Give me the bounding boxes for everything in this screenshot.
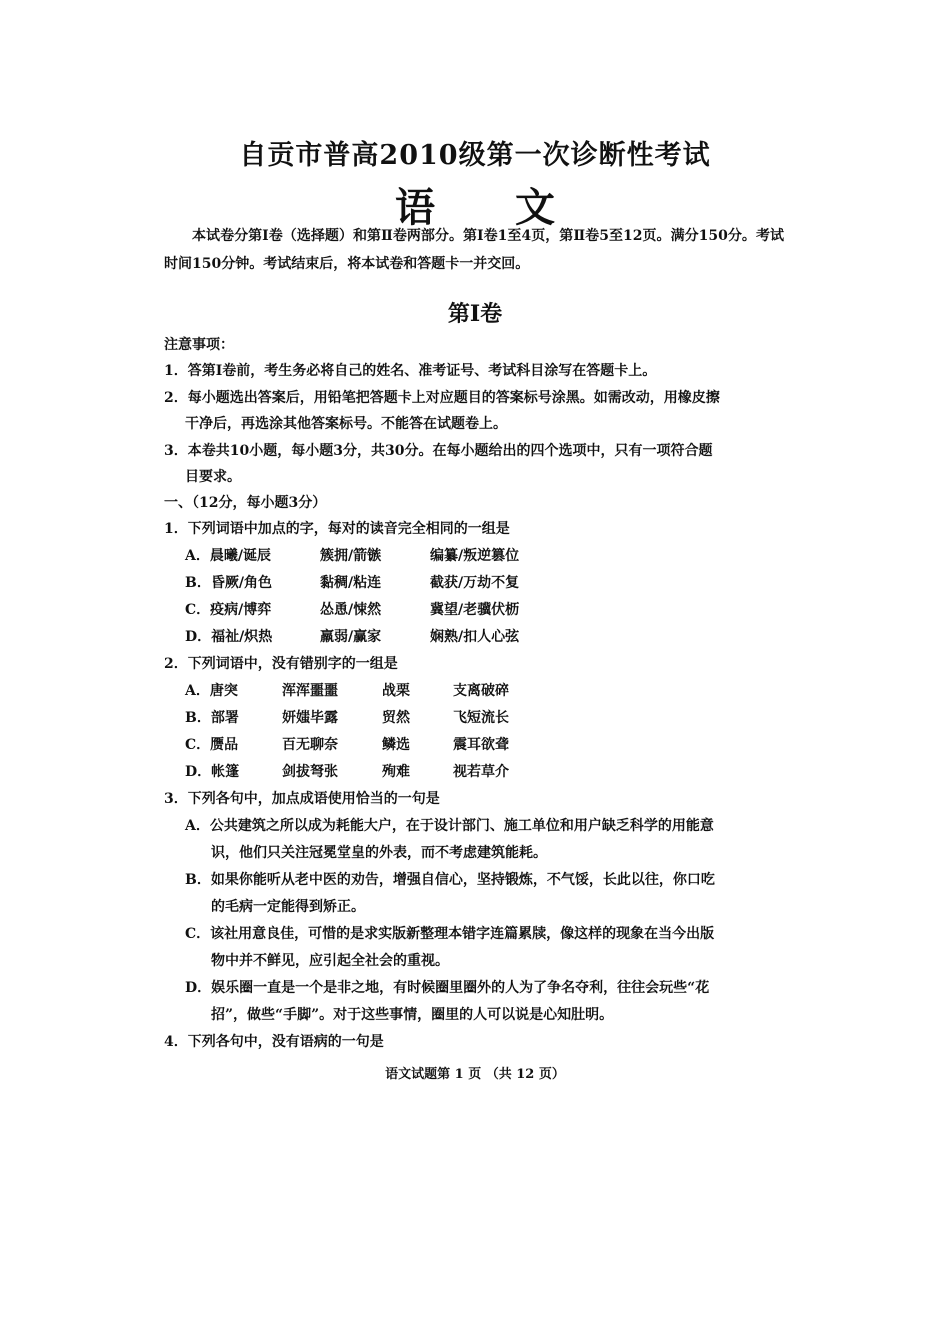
q2-option-a-word-1: A．唐突 xyxy=(185,683,238,699)
q3-option-c-line-1: C．该社用意良佳，可惜的是求实版新整理本错字连篇累牍，像这样的现象在当今出版 xyxy=(185,926,715,942)
q3-option-c-line-2: 物中并不鲜见，应引起全社会的重视。 xyxy=(211,953,449,969)
question-1-stem: 1．下列词语中加点的字，每对的读音完全相同的一组是 xyxy=(164,521,510,537)
q1-option-d-word-2: 羸弱/赢家 xyxy=(320,629,382,645)
q2-option-c-word-2: 百无聊奈 xyxy=(282,737,338,753)
q2-option-d-word-3: 殉难 xyxy=(382,764,410,780)
question-2-stem: 2．下列词语中，没有错别字的一组是 xyxy=(164,656,398,672)
q1-option-d-word-1: D．福祉/炽热 xyxy=(185,629,273,645)
q2-option-c-word-1: C．赝品 xyxy=(185,737,239,753)
q3-option-b-line-1: B．如果你能听从老中医的劝告，增强自信心，坚持锻炼，不气馁，长此以往，你口吃 xyxy=(185,872,715,888)
q3-option-a-line-1: A．公共建筑之所以成为耗能大户，在于设计部门、施工单位和用户缺乏科学的用能意 xyxy=(185,818,714,834)
q2-option-b-word-4: 飞短流长 xyxy=(453,710,509,726)
q2-option-b-word-1: B．部署 xyxy=(185,710,239,726)
q2-option-b-word-3: 贸然 xyxy=(382,710,410,726)
note-item-3-line-2: 目要求。 xyxy=(185,469,241,485)
q1-option-a-word-2: 簇拥/箭镞 xyxy=(320,548,382,564)
q2-option-c-word-3: 鳞选 xyxy=(382,737,410,753)
q1-option-b-word-3: 截获/万劫不复 xyxy=(430,575,520,591)
q2-option-d-word-2: 剑拔弩张 xyxy=(282,764,338,780)
page-footer: 语文试题第 1 页 （共 12 页） xyxy=(385,1067,565,1082)
q2-option-b-word-2: 妍媸毕露 xyxy=(282,710,338,726)
q2-option-a-word-3: 战栗 xyxy=(382,683,410,699)
q1-option-c-word-3: 冀望/老骥伏枥 xyxy=(430,602,520,618)
q3-option-d-line-1: D．娱乐圈一直是一个是非之地，有时候圈里圈外的人为了争名夺利，往往会玩些“花 xyxy=(185,980,710,996)
note-item-2-line-2: 干净后，再选涂其他答案标号。不能答在试题卷上。 xyxy=(185,416,507,432)
q1-option-d-word-3: 娴熟/扣人心弦 xyxy=(430,629,520,645)
note-item-2-line-1: 2．每小题选出答案后，用铅笔把答题卡上对应题目的答案标号涂黑。如需改动，用橡皮擦 xyxy=(164,390,720,406)
q1-option-b-word-1: B．昏厥/角色 xyxy=(185,575,272,591)
subject-char-2: 文 xyxy=(515,184,555,231)
question-3-stem: 3．下列各句中，加点成语使用恰当的一句是 xyxy=(164,791,440,807)
q3-option-d-line-2: 招”，做些“手脚”。对于这些事情，圈里的人可以说是心知肚明。 xyxy=(211,1007,614,1023)
q1-option-a-word-1: A．晨曦/诞辰 xyxy=(185,548,271,564)
q3-option-a-line-2: 识，他们只关注冠冕堂皇的外表，而不考虑建筑能耗。 xyxy=(211,845,547,861)
volume-title: 第Ⅰ卷 xyxy=(447,301,503,327)
q1-option-a-word-3: 编纂/叛逆篡位 xyxy=(430,548,520,564)
notes-heading: 注意事项： xyxy=(164,337,234,353)
q2-option-a-word-4: 支离破碎 xyxy=(453,683,509,699)
note-item-3-line-1: 3．本卷共10小题，每小题3分，共30分。在每小题给出的四个选项中，只有一项符合题 xyxy=(164,443,713,459)
q2-option-d-word-1: D．帐篷 xyxy=(185,764,240,780)
q1-option-b-word-2: 黏稠/粘连 xyxy=(320,575,382,591)
note-item-1: 1．答第Ⅰ卷前，考生务必将自己的姓名、准考证号、考试科目涂写在答题卡上。 xyxy=(164,363,657,379)
q3-option-b-line-2: 的毛病一定能得到矫正。 xyxy=(211,899,365,915)
q2-option-a-word-2: 浑浑噩噩 xyxy=(282,683,338,699)
q1-option-c-word-1: C．疫病/博弈 xyxy=(185,602,272,618)
exam-intro: 本试卷分第Ⅰ卷（选择题）和第Ⅱ卷两部分。第Ⅰ卷1至4页，第Ⅱ卷5至12页。满分150分。考试时间150分钟。考试结束后，将本试卷和答题卡一并交回。 xyxy=(164,228,784,272)
subject-char-1: 语 xyxy=(395,184,435,231)
q1-option-c-word-2: 怂恿/悚然 xyxy=(320,602,382,618)
q2-option-c-word-4: 震耳欲聋 xyxy=(453,737,509,753)
exam-title: 自贡市普高2010级第一次诊断性考试 xyxy=(239,140,711,171)
section-1-heading: 一、（12分，每小题3分） xyxy=(164,495,327,511)
question-4-stem: 4．下列各句中，没有语病的一句是 xyxy=(164,1034,384,1050)
q2-option-d-word-4: 视若草介 xyxy=(453,764,509,780)
